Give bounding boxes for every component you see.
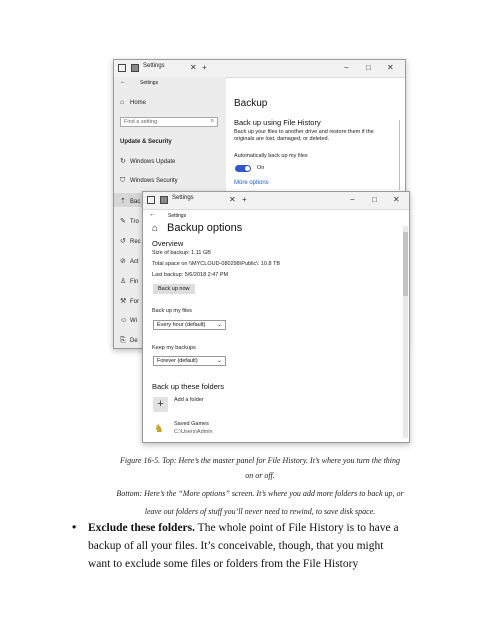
window-title: Settings (172, 195, 194, 201)
smiley-icon: ☺ (120, 317, 128, 324)
toggle-state: On (257, 165, 265, 171)
history-icon: ↺ (120, 238, 126, 245)
scrollbar[interactable] (399, 120, 401, 190)
close-tab-icon[interactable]: ✕ (190, 63, 197, 72)
body-line: backup of all your files. It’s conceivable, though, that you might (88, 540, 384, 552)
sidebar-item-windows-security[interactable]: ⛉ Windows Security (120, 177, 178, 184)
body-text: The whole point of File History is to have a (195, 522, 399, 534)
overview-heading: Overview (152, 239, 184, 248)
home-icon: ⌂ (120, 99, 125, 106)
new-tab-button[interactable]: + (202, 63, 207, 72)
close-button[interactable]: ✕ (387, 63, 394, 72)
sidebar-item-windows-update[interactable]: ↻ Windows Update (120, 158, 176, 165)
shield-icon: ⛉ (120, 177, 126, 184)
folder-path: C:\Users\Admin (174, 429, 213, 435)
sidebar-item-find-my-device[interactable]: ♙ Fin (120, 278, 139, 285)
new-tab-button[interactable]: + (242, 195, 247, 204)
sidebar-section-title: Update & Security (120, 139, 172, 145)
back-up-now-button[interactable]: Back up now (153, 284, 195, 294)
caption-line: on or off. (245, 471, 275, 480)
sidebar-item-windows-insider[interactable]: ☺ Wi (120, 317, 137, 324)
section-heading: Back up using File History (234, 118, 321, 127)
chevron-down-icon: ⌄ (216, 358, 222, 364)
tab-switch-icon[interactable] (118, 64, 126, 72)
backup-description: Back up your files to another drive and restore them if the originals are lost, damaged, or deleted. (234, 129, 374, 142)
body-line (88, 519, 438, 537)
search-icon: ⌕ (210, 118, 214, 124)
minimize-button[interactable]: − (350, 195, 355, 204)
sidebar-item-for-developers[interactable]: ⚒ For (120, 298, 139, 305)
total-space: Total space on \\MYCLOUD-080298\Public\: 10.8 TB (152, 261, 280, 267)
close-button[interactable]: ✕ (393, 195, 400, 204)
backup-frequency-label: Back up my files (152, 308, 193, 314)
saved-games-folder-icon: ♞ (154, 423, 164, 435)
folders-heading: Back up these folders (152, 382, 225, 391)
back-label: Settings (140, 80, 159, 86)
page-title: Backup options (167, 222, 243, 234)
maximize-button[interactable]: □ (372, 195, 377, 204)
caption-line: Bottom: Here’s the “More options” screen. It’s where you add more folders to back up, or (116, 489, 404, 498)
tools-icon: ⚒ (120, 298, 127, 305)
back-arrow-icon[interactable]: ← (149, 211, 156, 218)
close-tab-icon[interactable]: ✕ (229, 195, 236, 204)
bold-lead: Exclude these folders. (88, 522, 196, 534)
auto-backup-label: Automatically back up my files (234, 153, 308, 159)
retention-select[interactable]: Forever (default) ⌄ (153, 356, 226, 366)
folder-name: Saved Games (174, 421, 209, 427)
upload-icon: ⇡ (120, 198, 126, 205)
minimize-button[interactable]: − (344, 63, 349, 72)
refresh-icon: ↻ (120, 158, 126, 165)
back-arrow-icon[interactable]: ← (120, 79, 126, 85)
last-backup: Last backup: 5/6/2018 2:47 PM (152, 272, 229, 278)
body-line: want to exclude some files or folders from the File History (88, 558, 359, 570)
chevron-down-icon: ⌄ (216, 322, 222, 328)
sidebar-item-activation[interactable]: ⊘ Act (120, 258, 139, 265)
backup-frequency-select[interactable]: Every hour (default) ⌄ (153, 320, 226, 330)
scrollbar-thumb[interactable] (403, 232, 408, 296)
search-input[interactable]: Find a setting ⌕ (120, 117, 218, 127)
back-label: Settings (168, 213, 187, 219)
sidebar-item-home[interactable]: ⌂ Home (120, 99, 147, 106)
person-icon: ♙ (120, 278, 127, 285)
title-bar (143, 192, 409, 210)
tab-switch-icon[interactable] (147, 196, 155, 204)
wrench-icon: ✎ (120, 218, 126, 225)
body-paragraph (88, 519, 438, 573)
page-title: Backup (234, 98, 268, 109)
home-icon: ⌂ (152, 223, 159, 234)
settings-app-icon (160, 196, 168, 204)
add-folder-button[interactable]: + (153, 397, 168, 412)
figure-caption (95, 453, 425, 519)
settings-window-backup-options (142, 191, 410, 443)
bullet: • (72, 520, 77, 534)
sidebar-item-device-encryption[interactable]: ⎘ De (120, 337, 138, 344)
check-circle-icon: ⊘ (120, 258, 126, 265)
lock-icon: ⎘ (120, 337, 126, 344)
sidebar-item-backup[interactable]: ⇡ Bac (120, 198, 141, 205)
sidebar-item-recovery[interactable]: ↺ Rec (120, 238, 141, 245)
backup-size: Size of backup: 1.11 GB (152, 250, 211, 256)
caption-line: Figure 16-5. Top: Here’s the master panel for File History. It’s where you turn the thing (119, 456, 401, 465)
more-options-link[interactable]: More options (234, 180, 269, 186)
add-folder-label: Add a folder (174, 397, 204, 403)
maximize-button[interactable]: □ (366, 63, 371, 72)
scrollbar[interactable] (403, 226, 408, 438)
auto-backup-toggle[interactable] (235, 165, 251, 172)
retention-label: Keep my backups (152, 345, 196, 351)
window-title: Settings (143, 63, 165, 69)
sidebar-item-troubleshoot[interactable]: ✎ Tro (120, 218, 139, 225)
title-bar (114, 60, 405, 78)
settings-app-icon (131, 64, 139, 72)
caption-line: leave out folders of stuff you’ll never need to rewind, to save disk space. (144, 507, 376, 516)
